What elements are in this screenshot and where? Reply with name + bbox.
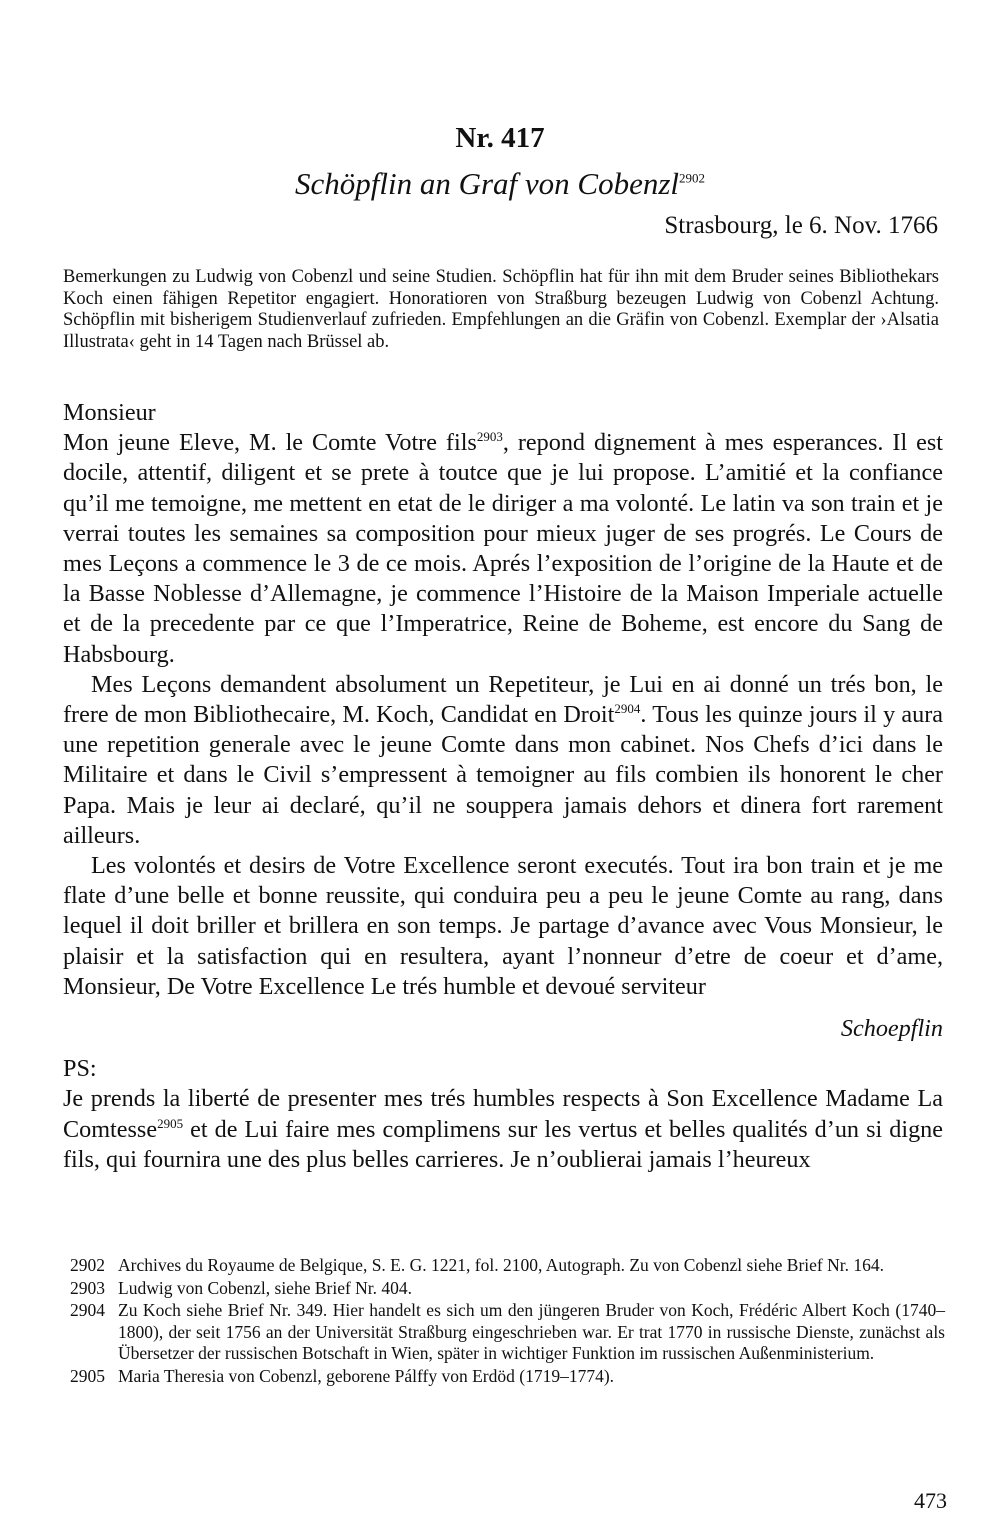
letter-title <box>0 166 1000 202</box>
letter-summary: Bemerkungen zu Ludwig von Cobenzl und seine Studien. Schöpflin hat für ihn mit dem Bruder seines Bibliothekars Koch einen fähigen Repetitor engagiert. Honoratioren von Straßburg bezeugen Ludwig von Cobenzl Achtung. Schöpflin mit bisherigem Studienverlauf zufrieden. Empfehlungen an die Gräfin von Cobenzl. Exemplar der ›Alsatia Illustrata‹ geht in 14 Tagen nach Brüssel ab. <box>63 267 939 352</box>
postscript-text-b: et de Lui faire mes complimens sur les vertus et belles qualités d’un si digne fils, qui fournira une des plus belles carrieres. Je n’oublierai jamais l’heureux <box>63 1115 943 1173</box>
footnote-ref-2902[interactable]: 2902 <box>679 170 706 186</box>
footnote <box>70 1300 945 1365</box>
postscript <box>63 1084 943 1175</box>
footnote-text: Maria Theresia von Cobenzl, geborene Pálffy von Erdöd (1719–1774). <box>118 1365 615 1386</box>
place-date: Strasbourg, le 6. Nov. 1766 <box>664 212 938 239</box>
footnote-text: Ludwig von Cobenzl, siehe Brief Nr. 404. <box>118 1277 413 1298</box>
paragraph-1-text-a: Mon jeune Eleve, M. le Comte Votre fils <box>63 429 477 457</box>
footnote-number: 2903 <box>70 1277 105 1298</box>
footnote-number: 2902 <box>70 1255 105 1275</box>
letter-body <box>63 398 943 1175</box>
signature: Schoepflin <box>840 1015 943 1043</box>
letter-number: Nr. 417 <box>455 122 545 154</box>
footnote <box>70 1278 945 1300</box>
footnote-text: Zu Koch siehe Brief Nr. 349. Hier handelt es sich um den jüngeren Bruder von Koch, Frédéric Albert Koch (1740–1800), der seit 1756 an der Universität Straßburg eingeschrieben war. Er trat 1770 in russische Dienste, zunächst als Übersetzer der russischen Botschaft in Wien, später in wichtiger Funktion im russischen Außenministerium. <box>118 1300 945 1363</box>
paragraph-2 <box>63 670 943 851</box>
letter-title-text: Schöpflin an Graf von Cobenzl <box>294 166 680 201</box>
footnotes <box>70 1255 945 1388</box>
paragraph-3: Les volontés et desirs de Votre Excellence seront executés. Tout ira bon train et je me flate d’une belle et bonne reussite, qui conduira peu a peu le jeune Comte au rang, dans lequel il doit briller et brillera en son temps. Je partage d’avance avec Vous Monsieur, le plaisir et la satisfaction qui en resultera, ayant l’nonneur d’etre de coeur et d’ame, Monsieur, De Votre Excellence Le trés humble et devoué serviteur <box>63 852 943 1000</box>
paragraph-1 <box>63 428 943 670</box>
footnote-number: 2905 <box>70 1365 105 1386</box>
paragraph-1-text-b: , repond dignement à mes esperances. Il est docile, attentif, diligent et se prete à toutce que je lui propose. L’amitié et la confiance qu’il me temoigne, me mettent en etat de le diriger a ma volonté. Le latin va son train et je verrai toutes les semaines sa composition pour mieux juger de ses progrés. Le Cours de mes Leçons a commence le 3 de ce mois. Aprés l’exposition de l’origine de la Haute et de la Basse Noblesse d’Allemagne, je commence l’Histoire de la Maison Imperiale actuelle et de la precedente par ce que l’Imperatrice, Reine de Boheme, est encore du Sang de Habsbourg. <box>63 429 943 668</box>
postscript-label: PS: <box>63 1055 97 1083</box>
footnote-ref-2904[interactable]: 2904 <box>614 700 641 716</box>
footnote-text: Archives du Royaume de Belgique, S. E. G. 1221, fol. 2100, Autograph. Zu von Cobenzl siehe Brief Nr. 164. <box>118 1255 884 1275</box>
footnote <box>70 1366 945 1388</box>
footnote-ref-2905[interactable]: 2905 <box>157 1115 184 1131</box>
paragraph-2-text-b: . Tous les quinze jours il y aura une repetition generale avec le jeune Comte dans mon cabinet. Nos Chefs d’ici dans le Militaire et dans le Civil s’empressent à temoigner au fils combien ils honorent le cher Papa. Mais je leur ai declaré, qu’il ne souppera jamais dehors et dinera fort rarement ailleurs. <box>63 701 943 849</box>
footnote-number: 2904 <box>70 1300 105 1320</box>
page-number: 473 <box>914 1488 947 1513</box>
salutation: Monsieur <box>63 399 156 426</box>
postscript-text-a: Je prends la liberté de presenter mes trés humbles respects à Son Excellence Madame La Comtesse <box>63 1085 943 1143</box>
footnote <box>70 1255 945 1277</box>
footnote-ref-2903[interactable]: 2903 <box>476 429 503 445</box>
paragraph-2-text-a: Mes Leçons demandent absolument un Repetiteur, je Lui en ai donné un trés bon, le frere de mon Bibliothecaire, M. Koch, Candidat en Droit <box>63 670 943 729</box>
